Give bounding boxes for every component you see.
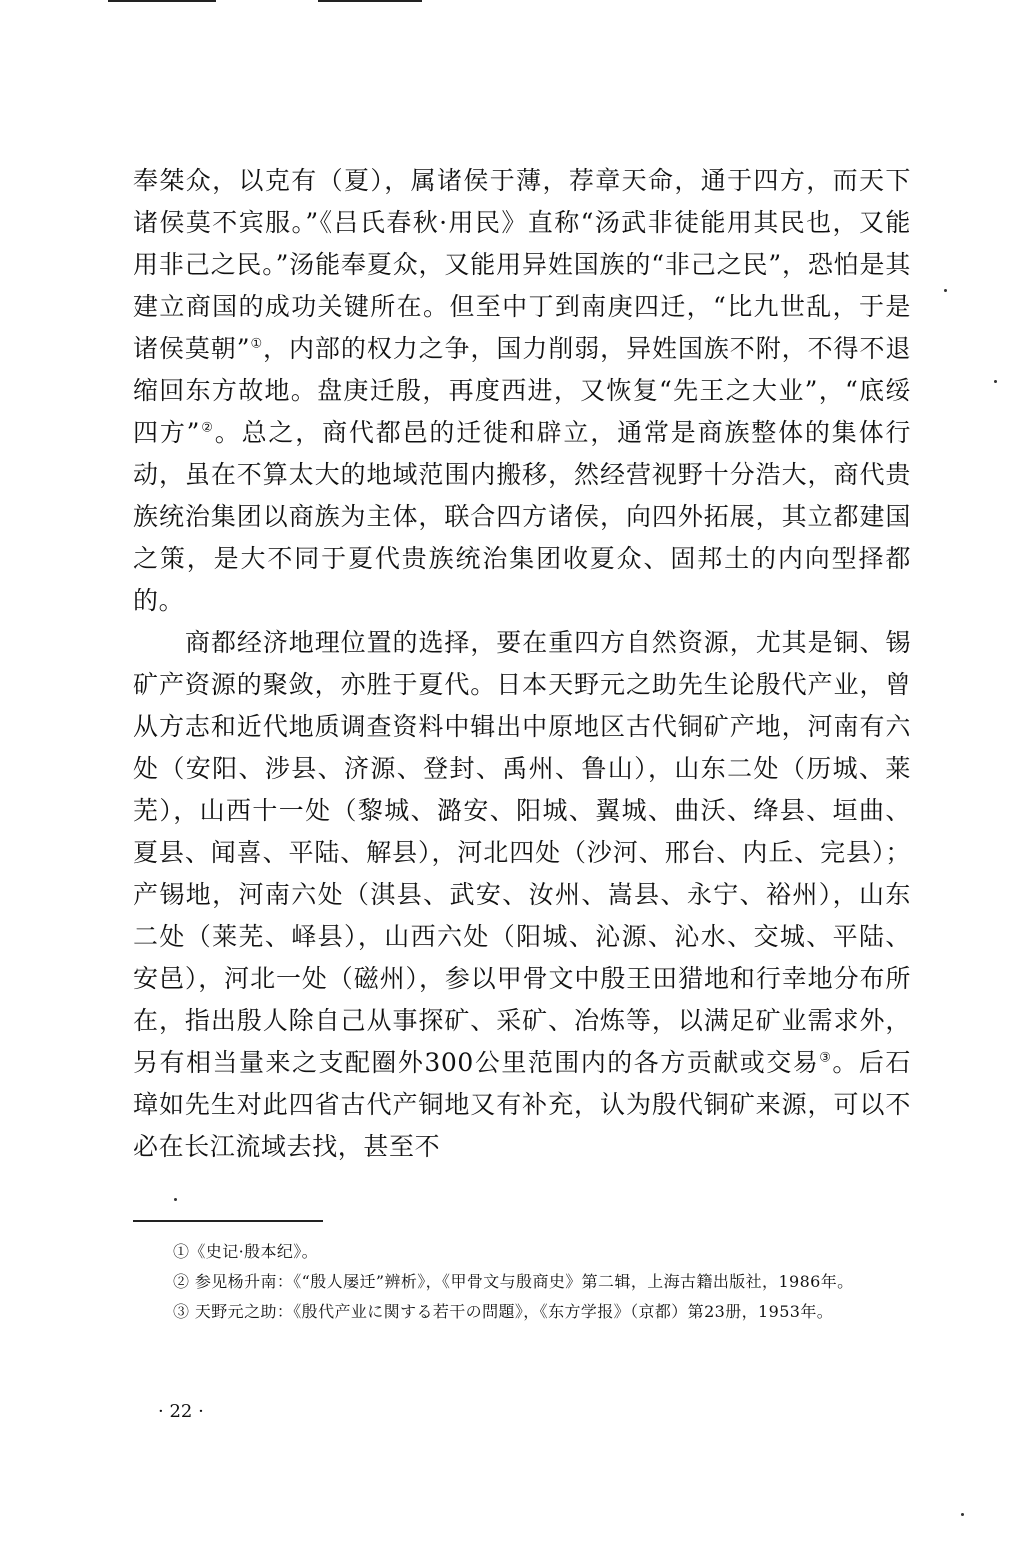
scan-speck bbox=[174, 1198, 177, 1201]
top-rule-right bbox=[318, 0, 422, 2]
paragraph-text: 奉桀众，以克有（夏），属诸侯于薄，荐章天命，通于四方，而天下诸侯莫不宾服。”《吕氏春秋·用民》直称“汤武非徒能用其民也，又能用非己之民。”汤能奉夏众，又能用异姓国族的“非己之民”，恐怕是其建立商国的成功关键所在。但至中丁到南庚四迁，“比九世乱，于是诸侯莫朝” bbox=[133, 166, 911, 363]
footnote-divider bbox=[133, 1220, 323, 1222]
footnotes bbox=[133, 1238, 911, 1328]
footnote-marker: ③ bbox=[819, 1050, 833, 1066]
paragraph-text: ，内部的权力之争，国力削弱，异姓国族不附，不得不退缩回东方故地。盘庚迁殷，再度西进，又恢复“先王之大业”，“底绥四方” bbox=[133, 334, 911, 447]
scan-speck bbox=[994, 380, 997, 383]
paragraph bbox=[133, 160, 911, 622]
footnote-marker: ① bbox=[250, 336, 264, 352]
footnote-3: ③ 天野元之助：《殷代产业に関する若干の問題》，《东方学报》（京都）第23册，1953年。 bbox=[173, 1302, 834, 1321]
top-rule-left bbox=[108, 0, 216, 2]
paragraph bbox=[133, 622, 911, 1168]
scan-speck bbox=[944, 289, 947, 292]
paragraph-text: 商都经济地理位置的选择，要在重四方自然资源，尤其是铜、锡矿产资源的聚敛，亦胜于夏代。日本天野元之助先生论殷代产业，曾从方志和近代地质调查资料中辑出中原地区古代铜矿产地，河南有六处（安阳、涉县、济源、登封、禹州、鲁山），山东二处（历城、莱芜），山西十一处（黎城、潞安、阳城、翼城、曲沃、绛县、垣曲、夏县、闻喜、平陆、解县），河北四处（沙河、邢台、内丘、完县）；产锡地，河南六处（淇县、武安、汝州、嵩县、永宁、裕州），山东二处（莱芜、峄县），山西六处（阳城、沁源、沁水、交城、平陆、安邑），河北一处（磁州），参以甲骨文中殷王田猎地和行幸地分布所在，指出殷人除自己从事探矿、采矿、冶炼等，以满足矿业需求外，另有相当量来之支配圈外300公里范围内的各方贡献或交易 bbox=[133, 628, 911, 1077]
paragraph-text: 。后石璋如先生对此四省古代产铜地又有补充，认为殷代铜矿来源，可以不必在长江流域去找，甚至不 bbox=[133, 1048, 911, 1161]
footnote-2: ② 参见杨升南：《“殷人屡迁”辨析》，《甲骨文与殷商史》第二辑，上海古籍出版社，1986年。 bbox=[173, 1272, 854, 1291]
page-number: · 22 · bbox=[158, 1401, 204, 1422]
footnote-marker: ② bbox=[200, 420, 215, 436]
paragraph-text: 。总之，商代都邑的迁徙和辟立，通常是商族整体的集体行动，虽在不算太大的地域范围内搬移，然经营视野十分浩大，商代贵族统治集团以商族为主体，联合四方诸侯，向四外拓展，其立都建国之策，是大不同于夏代贵族统治集团收夏众、固邦土的内向型择都的。 bbox=[133, 418, 911, 615]
body-text bbox=[133, 160, 911, 1168]
footnote-1: ①《史记·殷本纪》。 bbox=[173, 1242, 319, 1261]
scan-speck bbox=[961, 1513, 964, 1516]
